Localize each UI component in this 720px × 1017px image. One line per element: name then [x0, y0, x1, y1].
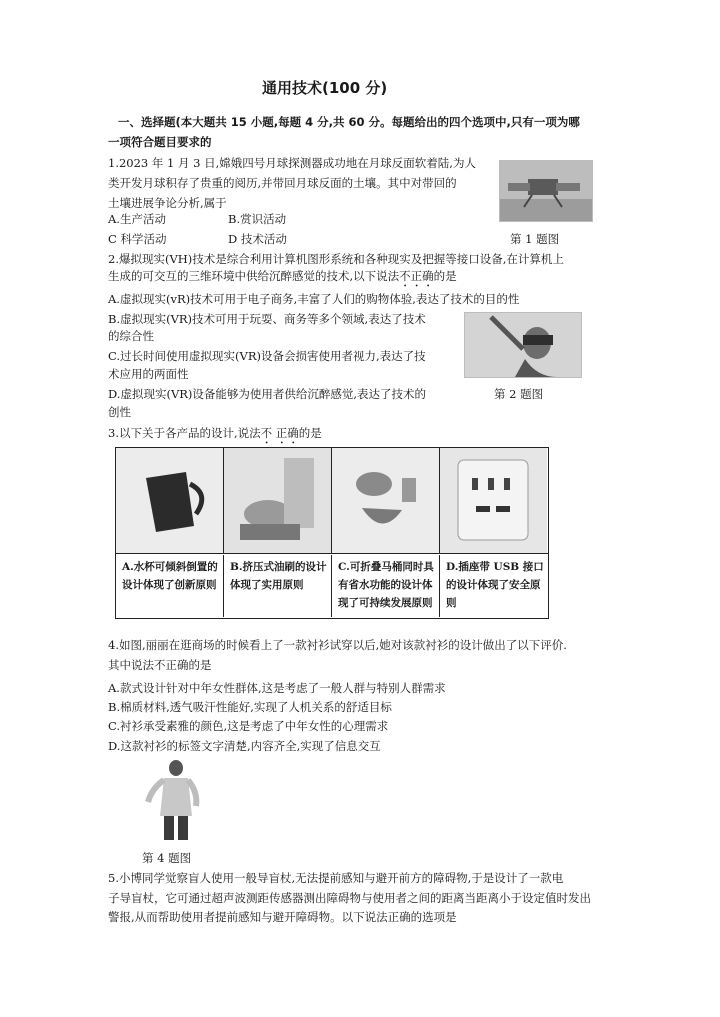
table-divider [116, 553, 548, 554]
q3-emphasis: 不 正确 [260, 426, 299, 440]
toilet-image [332, 448, 440, 553]
q1-option-a: A.生产活动 [108, 212, 166, 226]
q3-option-c: C.可折叠马桶同时具有省水功能的设计体现了可持续发展原则 [332, 555, 440, 617]
q4-line-2: 其中说法不正确的是 [108, 658, 212, 672]
lunar-lander-photo [499, 160, 593, 222]
q3-option-d: D.插座带 USB 接口的设计体现了安全原则 [446, 561, 544, 609]
q2-option-d-line2: 创性 [108, 405, 131, 419]
q5-line-2: 子导盲杖，它可通过超声波测距传感器测出障碍物与使用者之间的距离当距离小于设定值时发出 [108, 891, 591, 905]
q2-emphasis: 不正确 [399, 269, 434, 283]
q1-line-1: 1.2023 年 1 月 3 日,嫦娥四号月球探测器成功地在月球反面软着陆,为人 [108, 156, 476, 170]
q4-line-1: 4.如图,丽丽在逛商场的时候看上了一款衬衫试穿以后,她对该款衬衫的设计做出了以下评价. [108, 638, 567, 652]
q1-line-3: 土壤进展争论分析,属于 [108, 196, 227, 210]
q2-option-b-line1: B.虚拟现实(VR)技术可用于玩耍、商务等多个领域,表达了技术 [108, 312, 426, 326]
q2-option-d-line1: D.虚拟现实(VR)设备能够为使用者供给沉醉感觉,表达了技术的 [108, 387, 427, 401]
q2-option-c-line1: C.过长时间使用虚拟现实(VR)设备会损害使用者视力,表达了技 [108, 349, 426, 363]
q2-figure-caption: 第 2 题图 [494, 387, 544, 401]
q2-option-b-line2: 的综合性 [108, 329, 154, 343]
q1-option-d: D 技术活动 [228, 232, 287, 246]
q2-line-2: 生成的可交互的三维环境中供给沉醉感觉的技术,以下说法不正确的是 [108, 269, 457, 283]
q4-option-b: B.棉质材料,透气吸汗性能好,实现了人机关系的舒适目标 [108, 700, 392, 714]
q4-option-d: D.这款衬衫的标签文字清楚,内容齐全,实现了信息交互 [108, 739, 381, 753]
q4-option-c: C.衬衫承受素雅的颜色,这是考虑了中年女性的心理需求 [108, 719, 389, 733]
q1-option-c: C 科学活动 [108, 232, 167, 246]
q4-figure-caption: 第 4 题图 [142, 851, 192, 865]
q3-option-b: B.挤压式油刷的设计体现了实用原则 [224, 555, 332, 617]
oil-brush-image [224, 448, 332, 553]
q2-option-a: A.虚拟现实(vR)技术可用于电子商务,丰富了人们的购物体验,表达了技术的目的性 [108, 292, 520, 306]
shirt-model-photo [138, 758, 208, 840]
q5-line-3: 警报,从而帮助使用者提前感知与避开障碍物。以下说法正确的选项是 [108, 910, 457, 924]
vr-user-photo [464, 312, 582, 378]
q1-option-b: B.赏识活动 [228, 212, 287, 226]
q3-option-a: A.水杯可倾斜倒置的设计体现了创新原则 [116, 555, 224, 617]
q4-option-a: A.款式设计针对中年女性群体,这是考虑了一般人群与特别人群需求 [108, 681, 446, 695]
q2-option-c-line2: 术应用的两面性 [108, 367, 189, 381]
q2-line-1: 2.爆拟现实(VH)技术是综合利用计算机图形系统和各种现实及把握等接口设备,在计算机上 [108, 252, 564, 266]
page-title: 通用技术(100 分) [262, 79, 388, 97]
cup-image [116, 448, 224, 553]
section-header-line1: 一、选择题(本大题共 15 小题,每题 4 分,共 60 分。每题给出的四个选项中,只有一项为哪 [118, 115, 580, 129]
q5-line-1: 5.小博同学觉察盲人使用一般导盲杖,无法提前感知与避开前方的障碍物,于是设计了一款电 [108, 871, 564, 885]
section-header-line2: 一项符合题目要求的 [108, 135, 212, 149]
q3-product-table [115, 447, 549, 619]
q1-line-2: 类开发月球积存了贵重的阅历,并带回月球反面的土壤。其中对带回的 [108, 176, 457, 190]
usb-socket-image [440, 448, 547, 553]
q3-stem: 3.以下关于各产品的设计,说法不 正确的是 [108, 426, 322, 440]
q1-figure-caption: 第 1 题图 [510, 232, 560, 246]
